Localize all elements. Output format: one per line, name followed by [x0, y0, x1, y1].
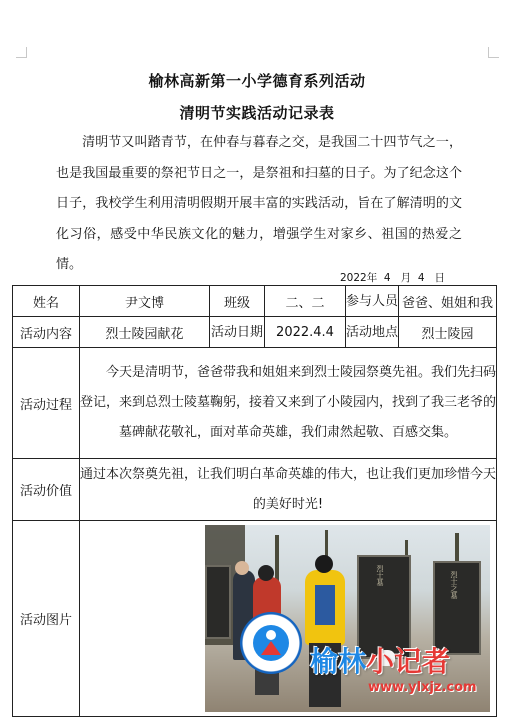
content-value: 烈士陵园献花 — [80, 317, 210, 348]
process-text: 今天是清明节，爸爸带我和姐姐来到烈士陵园祭奠先祖。我们先扫码登记，来到总烈士陵墓鞠躬，接着又来到了小陵园内，找到了我三老爷的墓碑献花敬礼，面对革命英雄，我们肃然起敬、百感交集。 — [80, 348, 497, 459]
watermark-logo-icon — [240, 612, 302, 674]
process-label: 活动过程 — [13, 348, 80, 459]
participants-value: 爸爸、姐姐和我 — [399, 286, 497, 317]
name-value: 尹文博 — [80, 286, 210, 317]
place-label: 活动地点 — [346, 317, 399, 348]
activity-photo: 烈士墓 烈士之墓 — [205, 525, 490, 712]
participants-label: 参与人员 — [346, 286, 399, 317]
date-label: 活动日期 — [210, 317, 265, 348]
photo-label: 活动图片 — [13, 521, 80, 717]
watermark-brand: 榆林小记者 — [310, 645, 451, 678]
document-subtitle: 清明节实践活动记录表 — [179, 104, 335, 122]
document-title: 榆林高新第一小学德育系列活动 — [148, 72, 366, 90]
class-value: 二、二 — [265, 286, 346, 317]
record-date: 2022年 4 月 4 日 — [340, 272, 446, 284]
value-label: 活动价值 — [13, 459, 80, 521]
place-value: 烈士陵园 — [399, 317, 497, 348]
date-value: 2022.4.4 — [265, 317, 346, 348]
content-label: 活动内容 — [13, 317, 80, 348]
margin-corner-left — [16, 47, 27, 58]
intro-paragraph: 清明节又叫踏青节，在仲春与暮春之交，是我国二十四节气之一，也是我国最重要的祭祀节日之一，是祭祖和扫墓的日子。为了纪念这个日子，我校学生利用清明假期开展丰富的实践活动，旨在了解清明的文化习俗，感受中华民族文化的魅力，增强学生对家乡、祖国的热爱之情。 — [56, 135, 462, 272]
watermark-url: www.ylxjz.com — [368, 680, 477, 695]
name-label: 姓名 — [13, 286, 80, 317]
class-label: 班级 — [210, 286, 265, 317]
margin-corner-right — [488, 47, 499, 58]
value-text: 通过本次祭奠先祖，让我们明白革命英雄的伟大，也让我们更加珍惜今天的美好时光! — [80, 459, 497, 521]
